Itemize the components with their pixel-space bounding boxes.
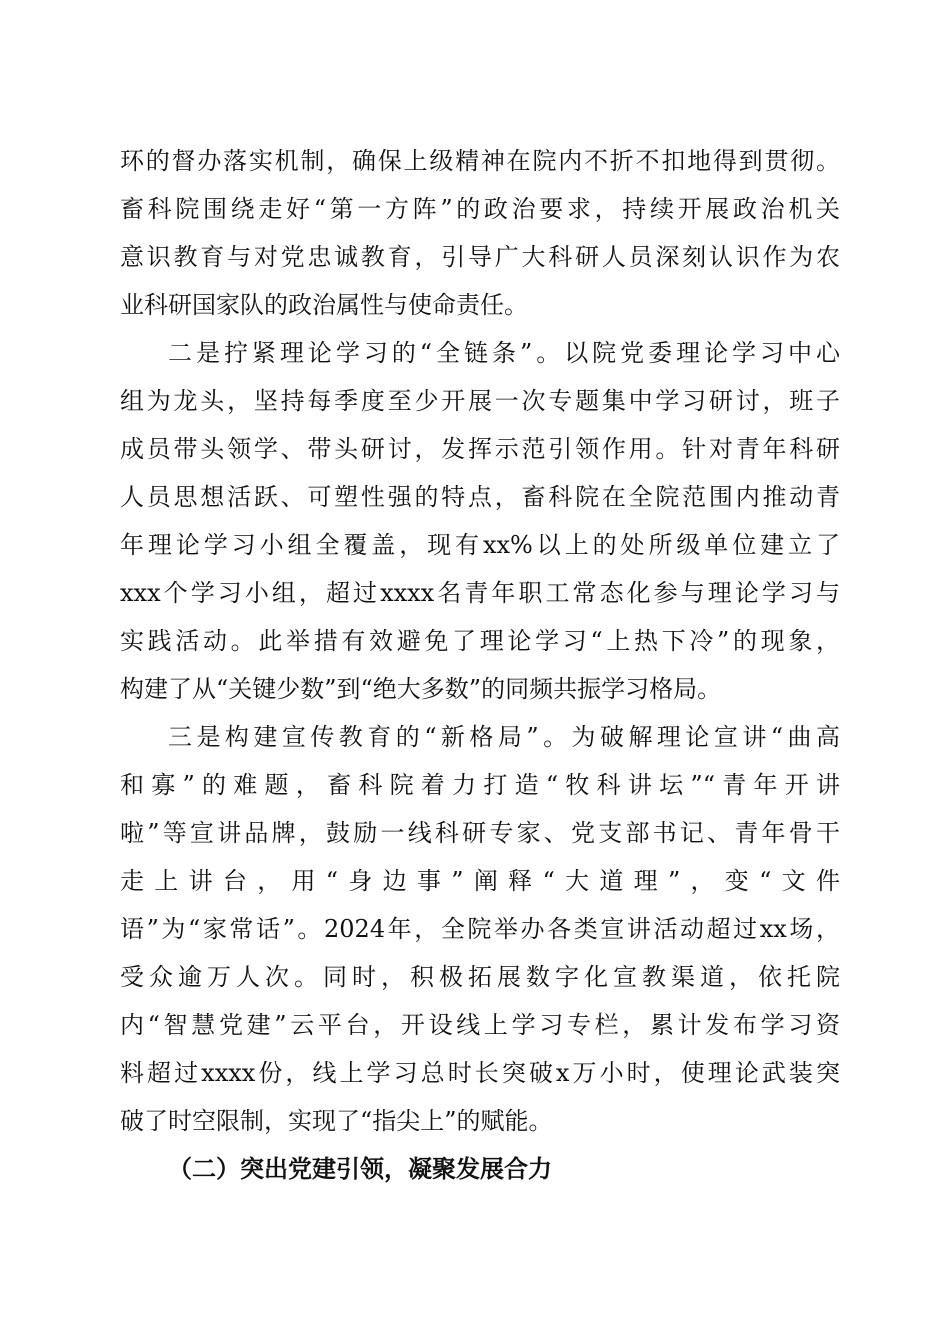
paragraph-3-line-2: 和寡”的难题，畜科院着力打造“牧科讲坛”“青年开讲 (120, 771, 840, 799)
paragraph-3-line-3: 啦”等宣讲品牌，鼓励一线科研专家、党支部书记、青年骨干 (120, 819, 840, 847)
paragraph-3-line-9: 破了时空限制，实现了“指尖上”的赋能。 (120, 1107, 553, 1135)
paragraph-1-line-4: 业科研国家队的政治属性与使命责任。 (120, 291, 528, 319)
paragraph-3-line-7: 内“智慧党建”云平台，开设线上学习专栏，累计发布学习资 (120, 1011, 840, 1039)
paragraph-2-line-2: 组为龙头，坚持每季度至少开展一次专题集中学习研讨，班子 (120, 387, 840, 415)
paragraph-3-line-8: 料超过xxxx份，线上学习总时长突破x万小时，使理论武装突 (120, 1059, 840, 1087)
paragraph-2-line-6: xxx个学习小组，超过xxxx名青年职工常态化参与理论学习与 (120, 579, 840, 607)
paragraph-3-line-5: 语”为“家常话”。2024年，全院举办各类宣讲活动超过xx场， (120, 915, 840, 943)
paragraph-2-line-1: 二是拧紧理论学习的“全链条”。以院党委理论学习中心 (168, 339, 840, 367)
paragraph-3-line-6: 受众逾万人次。同时，积极拓展数字化宣教渠道，依托院 (120, 963, 840, 991)
paragraph-2-line-7: 实践活动。此举措有效避免了理论学习“上热下冷”的现象， (120, 627, 840, 655)
paragraph-1-line-3: 意识教育与对党忠诚教育，引导广大科研人员深刻认识作为农 (120, 243, 840, 271)
paragraph-3-line-1: 三是构建宣传教育的“新格局”。为破解理论宣讲“曲高 (168, 723, 840, 751)
paragraph-2-line-5: 年理论学习小组全覆盖，现有xx%以上的处所级单位建立了 (120, 531, 840, 559)
section-heading: （二）突出党建引领，凝聚发展合力 (168, 1154, 552, 1183)
paragraph-2-line-8: 构建了从“关键少数”到“绝大多数”的同频共振学习格局。 (120, 675, 722, 703)
paragraph-1-line-1: 环的督办落实机制，确保上级精神在院内不折不扣地得到贯彻。 (120, 147, 840, 175)
paragraph-1-line-2: 畜科院围绕走好“第一方阵”的政治要求，持续开展政治机关 (120, 195, 840, 223)
paragraph-2-line-3: 成员带头领学、带头研讨，发挥示范引领作用。针对青年科研 (120, 435, 840, 463)
paragraph-3-line-4: 走上讲台，用“身边事”阐释“大道理”，变“文件 (120, 867, 840, 895)
paragraph-2-line-4: 人员思想活跃、可塑性强的特点，畜科院在全院范围内推动青 (120, 483, 840, 511)
